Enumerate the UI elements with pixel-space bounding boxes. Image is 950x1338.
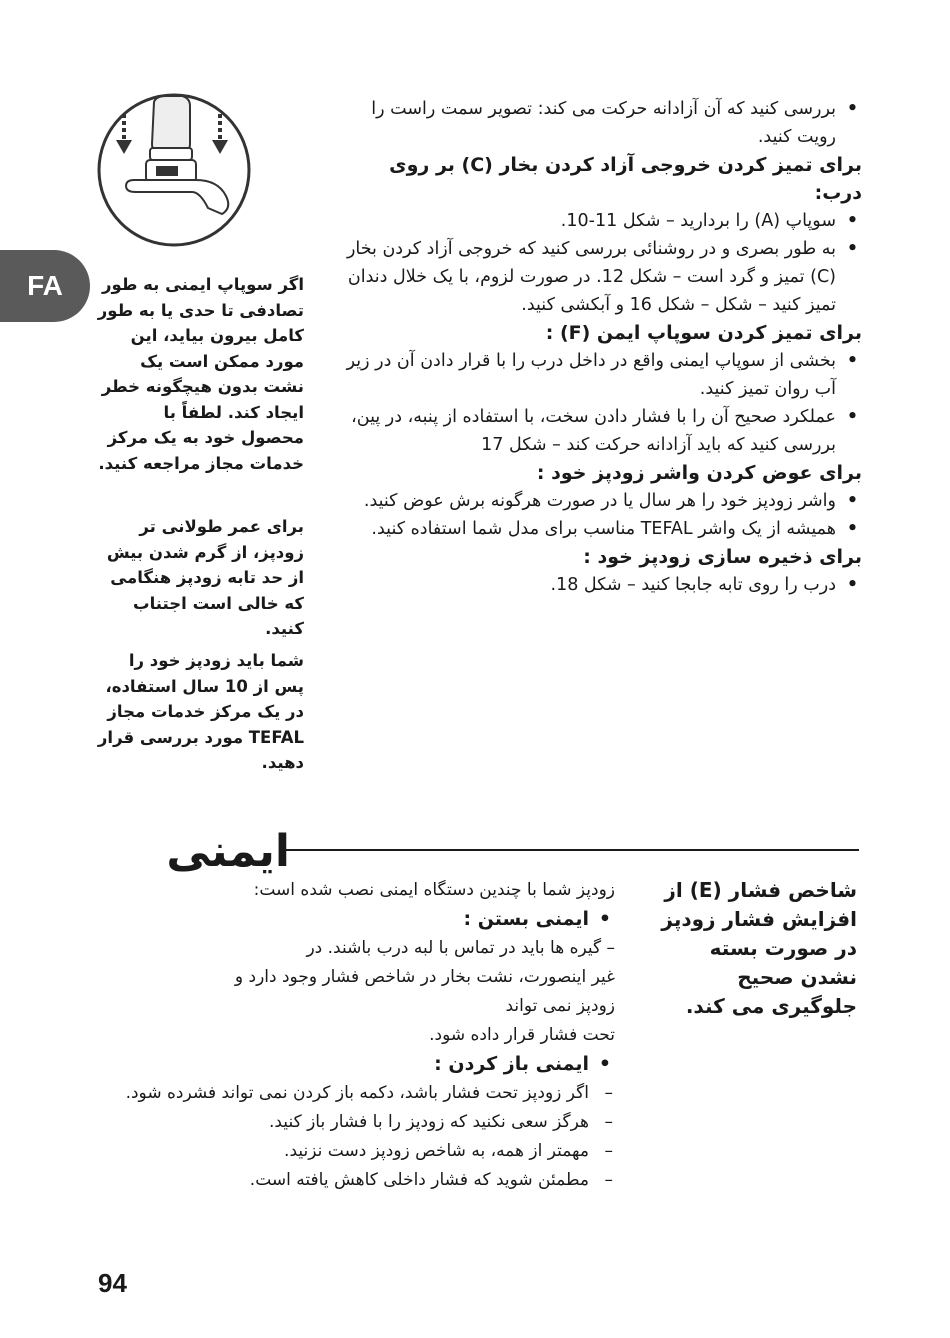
opening-item: – اگر زودپز تحت فشار باشد، دکمه باز کردن نمی تواند فشرده شود. bbox=[90, 1079, 615, 1108]
bullet-clean-part: • بخشی از سوپاپ ایمنی واقع در داخل درب را با قرار دادن آن در زیر آب روان تمیز کنید. bbox=[340, 347, 862, 403]
page-number: 94 bbox=[98, 1268, 127, 1298]
opening-item: – مهمتر از همه، به شاخص زودپز دست نزنید. bbox=[90, 1137, 615, 1166]
heading-gasket: برای عوض کردن واشر زودپز خود : bbox=[536, 462, 862, 484]
section-title-safety: ایمنی bbox=[166, 826, 290, 877]
maintenance-column bbox=[340, 95, 862, 599]
language-tab: FA bbox=[0, 250, 90, 322]
heading-storage: برای ذخیره سازی زودپز خود : bbox=[583, 546, 862, 568]
bullet-operation: • عملکرد صحیح آن را با فشار دادن سخت، با استفاده از پنبه، در پین، بررسی کنید که باید آزادانه حرکت کند – شکل 17 bbox=[340, 403, 862, 459]
bullet-lid-inverted: • درب را روی تابه جابجا کنید – شکل 18. bbox=[340, 571, 862, 599]
bullet-visual-check: • به طور بصری و در روشنائی بررسی کنید که خروجی آزاد کردن بخار (C) تمیز و گرد است – شکل 12. در صورت لزوم، با یک خلال دندان تمیز کنید – شکل – شکل 16 و آبکشی کنید. bbox=[340, 235, 862, 319]
safety-intro: زودپز شما با چندین دستگاه ایمنی نصب شده است: bbox=[253, 880, 615, 900]
closing-line-2: غیر اینصورت، نشت بخار در شاخص فشار وجود دارد و bbox=[234, 967, 615, 987]
bullet-tefal-gasket: • همیشه از یک واشر TEFAL مناسب برای مدل شما استفاده کنید. bbox=[340, 515, 862, 543]
opening-item: – هرگز سعی نکنید که زودپز را با فشار باز کنید. bbox=[90, 1108, 615, 1137]
pressure-indicator-note: شاخص فشار (E) از افزایش فشار زودپز در صورت بسته نشدن صحیح جلوگیری می کند. bbox=[661, 878, 857, 1018]
closing-safety-heading: • ایمنی بستن : bbox=[90, 905, 615, 934]
section-divider bbox=[286, 849, 859, 851]
safety-body bbox=[90, 876, 615, 1195]
sidebar-note-valve: اگر سوپاپ ایمنی به طور تصادفی تا حدی یا به طور کامل بیرون بیاید، این مورد ممکن است یک نشت بدون هیچگونه خطر ایجاد کند. لطفاً با محصول خود به یک مرکز خدمات مجاز مراجعه کنید. bbox=[97, 275, 304, 473]
opening-item: – مطمئن شوید که فشار داخلی کاهش یافته است. bbox=[90, 1166, 615, 1195]
bullet-check-free: • بررسی کنید که آن آزادانه حرکت می کند: تصویر سمت راست را رویت کنید. bbox=[340, 95, 862, 151]
sidebar-note-heating: برای عمر طولانی تر زودپز، از گرم شدن بیش از حد تابه زودپز هنگامی که خالی است اجتناب کنید. bbox=[106, 517, 304, 638]
closing-line-4: تحت فشار قرار داده شود. bbox=[429, 1025, 615, 1045]
valve-press-illustration bbox=[96, 92, 252, 248]
sidebar-note-service: شما باید زودپز خود را پس از 10 سال استفاده، در یک مرکز خدمات مجاز TEFAL مورد بررسی قرار دهید. bbox=[97, 651, 304, 772]
heading-steam-outlet: برای تمیز کردن خروجی آزاد کردن بخار (C) بر روی درب: bbox=[389, 154, 862, 204]
heading-safety-valve: برای تمیز کردن سوپاپ ایمن (F) : bbox=[545, 322, 862, 344]
bullet-remove-valve: • سوپاپ (A) را بردارید – شکل 11-10. bbox=[340, 207, 862, 235]
opening-safety-heading: • ایمنی باز کردن : bbox=[90, 1050, 615, 1079]
closing-line-1: – گیره ها باید در تماس با لبه درب باشند. در bbox=[306, 938, 615, 958]
closing-line-3: زودپز نمی تواند bbox=[505, 996, 615, 1016]
bullet-replace-gasket: • واشر زودپز خود را هر سال یا در صورت هرگونه برش عوض کنید. bbox=[340, 487, 862, 515]
